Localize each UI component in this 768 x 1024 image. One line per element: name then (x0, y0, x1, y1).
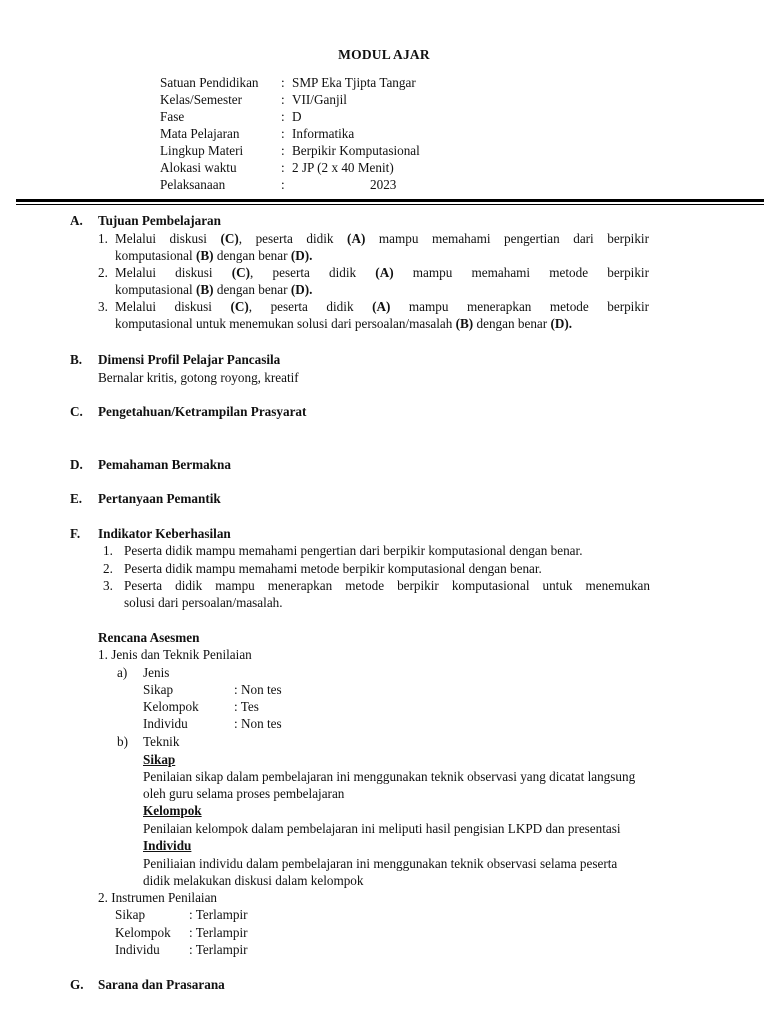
jenis-value: : Tes (234, 699, 259, 714)
identity-label: Alokasi waktu (160, 160, 237, 175)
identity-label: Lingkup Materi (160, 143, 244, 158)
identity-value: Berpikir Komputasional (292, 143, 420, 158)
identity-label: Mata Pelajaran (160, 126, 240, 141)
section-letter: A. (70, 213, 83, 228)
header-divider-thin (16, 204, 764, 205)
list-item-line: Peserta didik mampu memahami pengertian dari berpikir komputasional dengan benar. (124, 543, 583, 558)
identity-colon: : (281, 177, 285, 192)
teknik-heading: Sikap (143, 752, 176, 767)
list-item-line: komputasional untuk menemukan solusi dari persoalan/masalah (B) dengan benar (D). (115, 316, 573, 331)
section-title: Dimensi Profil Pelajar Pancasila (98, 352, 281, 367)
instrumen-label: Individu (115, 942, 160, 957)
jenis-value: : Non tes (234, 716, 282, 731)
section-title: Pertanyaan Pemantik (98, 491, 221, 506)
instrumen-value: : Terlampir (189, 925, 248, 940)
list-item-line: Jenis (143, 665, 170, 680)
header-divider-thick (16, 199, 764, 202)
teknik-line: Penilaian sikap dalam pembelajaran ini menggunakan teknik observasi yang dicatat langsung (143, 769, 636, 784)
list-number: 2. (103, 561, 113, 576)
jenis-label: Individu (143, 716, 188, 731)
section-letter: G. (70, 977, 84, 992)
list-item-line: Melalui diskusi (C), peserta didik (A) mampu memahami pengertian dari berpikir (115, 231, 649, 246)
identity-value: 2023 (370, 177, 397, 192)
list-item-line: solusi dari persoalan/masalah. (124, 595, 283, 610)
subsection-title: Rencana Asesmen (98, 630, 200, 645)
section-text: Bernalar kritis, gotong royong, kreatif (98, 370, 299, 385)
instrumen-label: Kelompok (115, 925, 171, 940)
section-title: Sarana dan Prasarana (98, 977, 225, 992)
list-number: b) (117, 734, 128, 749)
list-number: 2. (98, 265, 108, 280)
list-item-line: Teknik (143, 734, 180, 749)
identity-value: Informatika (292, 126, 355, 141)
identity-colon: : (281, 143, 285, 158)
section-title: Indikator Keberhasilan (98, 526, 231, 541)
identity-colon: : (281, 75, 285, 90)
identity-colon: : (281, 160, 285, 175)
document-title: MODUL AJAR (338, 47, 430, 62)
identity-value: SMP Eka Tjipta Tangar (292, 75, 416, 90)
teknik-heading: Kelompok (143, 803, 202, 818)
section-letter: B. (70, 352, 83, 367)
section-letter: D. (70, 457, 83, 472)
jenis-label: Sikap (143, 682, 174, 697)
instrumen-value: : Terlampir (189, 942, 248, 957)
identity-value: 2 JP (2 x 40 Menit) (292, 160, 394, 175)
instrumen-value: : Terlampir (189, 907, 248, 922)
list-item-line: Peserta didik mampu menerapkan metode berpikir komputasional untuk menemukan (124, 578, 650, 593)
identity-label: Kelas/Semester (160, 92, 243, 107)
identity-colon: : (281, 92, 285, 107)
identity-label: Fase (160, 109, 185, 124)
list-number: 1. (103, 543, 113, 558)
identity-colon: : (281, 126, 285, 141)
identity-colon: : (281, 109, 285, 124)
list-item-line: 1. Jenis dan Teknik Penilaian (98, 647, 252, 662)
instrumen-label: Sikap (115, 907, 146, 922)
section-title: Tujuan Pembelajaran (98, 213, 221, 228)
list-item-line: komputasional (B) dengan benar (D). (115, 282, 313, 297)
list-number: 1. (98, 231, 108, 246)
jenis-value: : Non tes (234, 682, 282, 697)
list-item-line: 2. Instrumen Penilaian (98, 890, 218, 905)
list-number: 3. (103, 578, 113, 593)
teknik-line: Peniliaian individu dalam pembelajaran ini menggunakan teknik observasi selama peserta (143, 856, 618, 871)
teknik-line: Penilaian kelompok dalam pembelajaran ini meliputi hasil pengisian LKPD dan presentasi (143, 821, 621, 836)
identity-value: D (292, 109, 302, 124)
identity-label: Satuan Pendidikan (160, 75, 259, 90)
section-letter: E. (70, 491, 83, 506)
list-item-line: Peserta didik mampu memahami metode berpikir komputasional dengan benar. (124, 561, 542, 576)
section-title: Pemahaman Bermakna (98, 457, 231, 472)
section-letter: C. (70, 404, 83, 419)
section-title: Pengetahuan/Ketrampilan Prasyarat (98, 404, 307, 419)
teknik-heading: Individu (143, 838, 192, 853)
jenis-label: Kelompok (143, 699, 199, 714)
list-item-line: Melalui diskusi (C), peserta didik (A) mampu menerapkan metode berpikir (115, 299, 649, 314)
list-number: a) (117, 665, 128, 680)
section-letter: F. (70, 526, 81, 541)
list-item-line: Melalui diskusi (C), peserta didik (A) mampu memahami metode berpikir (115, 265, 649, 280)
teknik-line: didik melakukan diskusi dalam kelompok (143, 873, 364, 888)
list-item-line: komputasional (B) dengan benar (D). (115, 248, 313, 263)
identity-value: VII/Ganjil (292, 92, 347, 107)
identity-label: Pelaksanaan (160, 177, 226, 192)
teknik-line: oleh guru selama proses pembelajaran (143, 786, 345, 801)
list-number: 3. (98, 299, 108, 314)
